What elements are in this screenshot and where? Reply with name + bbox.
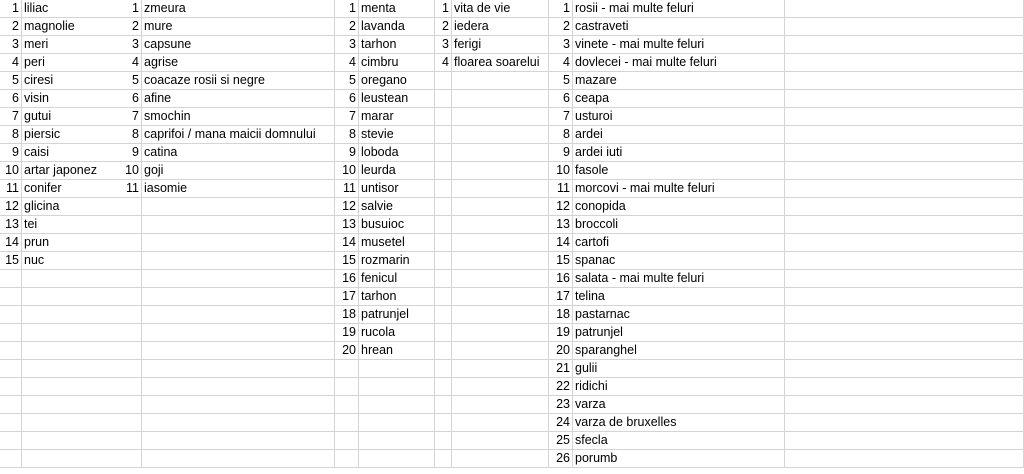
shrubs-number-cell[interactable]	[122, 360, 142, 378]
shrubs-item-cell[interactable]	[142, 414, 335, 432]
vegetables-number-cell[interactable]: 4	[549, 54, 573, 72]
trees-item-cell[interactable]: tei	[22, 216, 142, 234]
herbs-item-cell[interactable]: rozmarin	[359, 252, 435, 270]
herbs-number-cell[interactable]: 18	[335, 306, 359, 324]
herbs-number-cell[interactable]: 14	[335, 234, 359, 252]
climbers-number-cell[interactable]	[435, 324, 452, 342]
vegetables-item-cell[interactable]: porumb	[573, 450, 785, 468]
herbs-number-cell[interactable]	[335, 378, 359, 396]
trees-number-cell[interactable]: 4	[0, 54, 22, 72]
climbers-item-cell[interactable]	[452, 450, 549, 468]
empty-cell[interactable]	[785, 36, 1024, 54]
climbers-number-cell[interactable]	[435, 234, 452, 252]
herbs-number-cell[interactable]: 10	[335, 162, 359, 180]
vegetables-item-cell[interactable]: usturoi	[573, 108, 785, 126]
shrubs-number-cell[interactable]	[122, 342, 142, 360]
herbs-number-cell[interactable]: 17	[335, 288, 359, 306]
trees-number-cell[interactable]	[0, 450, 22, 468]
herbs-number-cell[interactable]: 1	[335, 0, 359, 18]
climbers-number-cell[interactable]	[435, 432, 452, 450]
shrubs-number-cell[interactable]: 11	[122, 180, 142, 198]
vegetables-number-cell[interactable]: 12	[549, 198, 573, 216]
empty-cell[interactable]	[785, 432, 1024, 450]
shrubs-number-cell[interactable]: 8	[122, 126, 142, 144]
shrubs-item-cell[interactable]: iasomie	[142, 180, 335, 198]
trees-number-cell[interactable]: 9	[0, 144, 22, 162]
vegetables-item-cell[interactable]: mazare	[573, 72, 785, 90]
climbers-item-cell[interactable]: iedera	[452, 18, 549, 36]
herbs-item-cell[interactable]: leustean	[359, 90, 435, 108]
empty-cell[interactable]	[785, 288, 1024, 306]
trees-number-cell[interactable]	[0, 342, 22, 360]
shrubs-item-cell[interactable]	[142, 324, 335, 342]
vegetables-number-cell[interactable]: 26	[549, 450, 573, 468]
climbers-number-cell[interactable]	[435, 108, 452, 126]
herbs-number-cell[interactable]	[335, 360, 359, 378]
vegetables-number-cell[interactable]: 17	[549, 288, 573, 306]
vegetables-number-cell[interactable]: 11	[549, 180, 573, 198]
vegetables-number-cell[interactable]: 14	[549, 234, 573, 252]
vegetables-number-cell[interactable]: 24	[549, 414, 573, 432]
climbers-item-cell[interactable]	[452, 324, 549, 342]
vegetables-number-cell[interactable]: 20	[549, 342, 573, 360]
shrubs-number-cell[interactable]	[122, 450, 142, 468]
empty-cell[interactable]	[785, 270, 1024, 288]
climbers-item-cell[interactable]	[452, 288, 549, 306]
empty-cell[interactable]	[785, 144, 1024, 162]
empty-cell[interactable]	[785, 450, 1024, 468]
climbers-number-cell[interactable]	[435, 450, 452, 468]
shrubs-item-cell[interactable]	[142, 198, 335, 216]
herbs-number-cell[interactable]	[335, 414, 359, 432]
climbers-item-cell[interactable]	[452, 234, 549, 252]
shrubs-number-cell[interactable]: 4	[122, 54, 142, 72]
shrubs-number-cell[interactable]: 3	[122, 36, 142, 54]
climbers-number-cell[interactable]: 3	[435, 36, 452, 54]
empty-cell[interactable]	[785, 252, 1024, 270]
vegetables-item-cell[interactable]: salata - mai multe feluri	[573, 270, 785, 288]
vegetables-number-cell[interactable]: 13	[549, 216, 573, 234]
climbers-number-cell[interactable]: 2	[435, 18, 452, 36]
trees-item-cell[interactable]: liliac	[22, 0, 142, 18]
trees-number-cell[interactable]: 2	[0, 18, 22, 36]
trees-number-cell[interactable]	[0, 360, 22, 378]
vegetables-item-cell[interactable]: patrunjel	[573, 324, 785, 342]
climbers-number-cell[interactable]	[435, 306, 452, 324]
shrubs-number-cell[interactable]	[122, 306, 142, 324]
trees-number-cell[interactable]: 3	[0, 36, 22, 54]
trees-number-cell[interactable]	[0, 306, 22, 324]
climbers-number-cell[interactable]	[435, 216, 452, 234]
shrubs-item-cell[interactable]: goji	[142, 162, 335, 180]
climbers-item-cell[interactable]	[452, 360, 549, 378]
empty-cell[interactable]	[785, 414, 1024, 432]
vegetables-number-cell[interactable]: 7	[549, 108, 573, 126]
climbers-number-cell[interactable]	[435, 126, 452, 144]
climbers-item-cell[interactable]	[452, 72, 549, 90]
trees-number-cell[interactable]: 7	[0, 108, 22, 126]
shrubs-number-cell[interactable]	[122, 198, 142, 216]
shrubs-number-cell[interactable]	[122, 414, 142, 432]
vegetables-item-cell[interactable]: telina	[573, 288, 785, 306]
herbs-item-cell[interactable]: cimbru	[359, 54, 435, 72]
shrubs-number-cell[interactable]	[122, 252, 142, 270]
vegetables-number-cell[interactable]: 25	[549, 432, 573, 450]
vegetables-item-cell[interactable]: ceapa	[573, 90, 785, 108]
shrubs-item-cell[interactable]	[142, 234, 335, 252]
vegetables-number-cell[interactable]: 21	[549, 360, 573, 378]
herbs-item-cell[interactable]: lavanda	[359, 18, 435, 36]
vegetables-item-cell[interactable]: spanac	[573, 252, 785, 270]
shrubs-item-cell[interactable]	[142, 252, 335, 270]
empty-cell[interactable]	[785, 18, 1024, 36]
shrubs-number-cell[interactable]	[122, 396, 142, 414]
trees-item-cell[interactable]: meri	[22, 36, 142, 54]
climbers-number-cell[interactable]	[435, 90, 452, 108]
vegetables-item-cell[interactable]: ardei	[573, 126, 785, 144]
herbs-item-cell[interactable]: menta	[359, 0, 435, 18]
climbers-item-cell[interactable]	[452, 144, 549, 162]
vegetables-item-cell[interactable]: vinete - mai multe feluri	[573, 36, 785, 54]
trees-number-cell[interactable]: 11	[0, 180, 22, 198]
shrubs-number-cell[interactable]	[122, 378, 142, 396]
herbs-item-cell[interactable]	[359, 414, 435, 432]
shrubs-item-cell[interactable]	[142, 432, 335, 450]
empty-cell[interactable]	[785, 306, 1024, 324]
vegetables-item-cell[interactable]: conopida	[573, 198, 785, 216]
herbs-item-cell[interactable]: rucola	[359, 324, 435, 342]
vegetables-item-cell[interactable]: broccoli	[573, 216, 785, 234]
herbs-item-cell[interactable]	[359, 450, 435, 468]
vegetables-item-cell[interactable]: morcovi - mai multe feluri	[573, 180, 785, 198]
empty-cell[interactable]	[785, 108, 1024, 126]
trees-number-cell[interactable]	[0, 414, 22, 432]
shrubs-number-cell[interactable]: 10	[122, 162, 142, 180]
trees-number-cell[interactable]: 15	[0, 252, 22, 270]
climbers-item-cell[interactable]	[452, 342, 549, 360]
herbs-item-cell[interactable]	[359, 378, 435, 396]
vegetables-item-cell[interactable]: pastarnac	[573, 306, 785, 324]
climbers-number-cell[interactable]	[435, 396, 452, 414]
vegetables-number-cell[interactable]: 10	[549, 162, 573, 180]
shrubs-number-cell[interactable]: 5	[122, 72, 142, 90]
vegetables-number-cell[interactable]: 18	[549, 306, 573, 324]
climbers-number-cell[interactable]	[435, 252, 452, 270]
herbs-number-cell[interactable]: 9	[335, 144, 359, 162]
trees-item-cell[interactable]: conifer	[22, 180, 142, 198]
climbers-item-cell[interactable]	[452, 396, 549, 414]
empty-cell[interactable]	[785, 90, 1024, 108]
vegetables-item-cell[interactable]: sfecla	[573, 432, 785, 450]
climbers-number-cell[interactable]	[435, 162, 452, 180]
herbs-number-cell[interactable]: 8	[335, 126, 359, 144]
climbers-number-cell[interactable]	[435, 378, 452, 396]
trees-number-cell[interactable]	[0, 270, 22, 288]
shrubs-item-cell[interactable]: catina	[142, 144, 335, 162]
trees-number-cell[interactable]	[0, 288, 22, 306]
vegetables-number-cell[interactable]: 2	[549, 18, 573, 36]
herbs-number-cell[interactable]: 15	[335, 252, 359, 270]
vegetables-item-cell[interactable]: castraveti	[573, 18, 785, 36]
trees-item-cell[interactable]: piersic	[22, 126, 142, 144]
climbers-item-cell[interactable]	[452, 216, 549, 234]
climbers-number-cell[interactable]	[435, 180, 452, 198]
trees-item-cell[interactable]: visin	[22, 90, 142, 108]
herbs-number-cell[interactable]: 4	[335, 54, 359, 72]
shrubs-number-cell[interactable]	[122, 288, 142, 306]
trees-number-cell[interactable]: 13	[0, 216, 22, 234]
trees-number-cell[interactable]	[0, 432, 22, 450]
herbs-number-cell[interactable]: 6	[335, 90, 359, 108]
vegetables-number-cell[interactable]: 16	[549, 270, 573, 288]
herbs-item-cell[interactable]: marar	[359, 108, 435, 126]
climbers-number-cell[interactable]	[435, 342, 452, 360]
herbs-item-cell[interactable]	[359, 360, 435, 378]
trees-item-cell[interactable]: glicina	[22, 198, 142, 216]
shrubs-number-cell[interactable]	[122, 270, 142, 288]
shrubs-item-cell[interactable]	[142, 216, 335, 234]
empty-cell[interactable]	[785, 54, 1024, 72]
trees-item-cell[interactable]: gutui	[22, 108, 142, 126]
vegetables-item-cell[interactable]: cartofi	[573, 234, 785, 252]
shrubs-item-cell[interactable]: caprifoi / mana maicii domnului	[142, 126, 335, 144]
vegetables-item-cell[interactable]: varza	[573, 396, 785, 414]
climbers-item-cell[interactable]	[452, 378, 549, 396]
herbs-item-cell[interactable]: loboda	[359, 144, 435, 162]
trees-number-cell[interactable]: 8	[0, 126, 22, 144]
herbs-item-cell[interactable]: salvie	[359, 198, 435, 216]
empty-cell[interactable]	[785, 126, 1024, 144]
trees-number-cell[interactable]: 10	[0, 162, 22, 180]
trees-number-cell[interactable]	[0, 378, 22, 396]
shrubs-item-cell[interactable]	[142, 378, 335, 396]
shrubs-number-cell[interactable]: 2	[122, 18, 142, 36]
climbers-item-cell[interactable]: ferigi	[452, 36, 549, 54]
herbs-number-cell[interactable]	[335, 450, 359, 468]
shrubs-item-cell[interactable]	[142, 306, 335, 324]
empty-cell[interactable]	[785, 396, 1024, 414]
shrubs-number-cell[interactable]: 7	[122, 108, 142, 126]
climbers-item-cell[interactable]	[452, 252, 549, 270]
vegetables-number-cell[interactable]: 5	[549, 72, 573, 90]
herbs-number-cell[interactable]	[335, 432, 359, 450]
herbs-item-cell[interactable]: leurda	[359, 162, 435, 180]
climbers-number-cell[interactable]	[435, 414, 452, 432]
vegetables-item-cell[interactable]: ridichi	[573, 378, 785, 396]
vegetables-item-cell[interactable]: varza de bruxelles	[573, 414, 785, 432]
herbs-item-cell[interactable]: fenicul	[359, 270, 435, 288]
herbs-number-cell[interactable]: 5	[335, 72, 359, 90]
trees-item-cell[interactable]: peri	[22, 54, 142, 72]
trees-item-cell[interactable]: prun	[22, 234, 142, 252]
empty-cell[interactable]	[785, 216, 1024, 234]
empty-cell[interactable]	[785, 180, 1024, 198]
climbers-number-cell[interactable]	[435, 198, 452, 216]
herbs-number-cell[interactable]: 16	[335, 270, 359, 288]
climbers-number-cell[interactable]	[435, 72, 452, 90]
trees-item-cell[interactable]: magnolie	[22, 18, 142, 36]
herbs-item-cell[interactable]	[359, 396, 435, 414]
herbs-number-cell[interactable]: 20	[335, 342, 359, 360]
climbers-item-cell[interactable]	[452, 162, 549, 180]
herbs-number-cell[interactable]	[335, 396, 359, 414]
vegetables-item-cell[interactable]: ardei iuti	[573, 144, 785, 162]
climbers-item-cell[interactable]	[452, 126, 549, 144]
trees-item-cell[interactable]: caisi	[22, 144, 142, 162]
shrubs-item-cell[interactable]: capsune	[142, 36, 335, 54]
shrubs-number-cell[interactable]	[122, 234, 142, 252]
herbs-number-cell[interactable]: 19	[335, 324, 359, 342]
vegetables-number-cell[interactable]: 3	[549, 36, 573, 54]
herbs-item-cell[interactable]: hrean	[359, 342, 435, 360]
vegetables-number-cell[interactable]: 19	[549, 324, 573, 342]
vegetables-item-cell[interactable]: fasole	[573, 162, 785, 180]
trees-number-cell[interactable]	[0, 324, 22, 342]
empty-cell[interactable]	[785, 234, 1024, 252]
empty-cell[interactable]	[785, 198, 1024, 216]
shrubs-item-cell[interactable]	[142, 288, 335, 306]
shrubs-item-cell[interactable]: afine	[142, 90, 335, 108]
herbs-item-cell[interactable]	[359, 432, 435, 450]
herbs-number-cell[interactable]: 13	[335, 216, 359, 234]
climbers-item-cell[interactable]: floarea soarelui	[452, 54, 549, 72]
shrubs-item-cell[interactable]	[142, 396, 335, 414]
vegetables-number-cell[interactable]: 22	[549, 378, 573, 396]
shrubs-number-cell[interactable]: 9	[122, 144, 142, 162]
trees-number-cell[interactable]	[0, 396, 22, 414]
herbs-number-cell[interactable]: 2	[335, 18, 359, 36]
empty-cell[interactable]	[785, 342, 1024, 360]
trees-number-cell[interactable]: 1	[0, 0, 22, 18]
shrubs-number-cell[interactable]: 1	[122, 0, 142, 18]
climbers-number-cell[interactable]: 4	[435, 54, 452, 72]
herbs-item-cell[interactable]: tarhon	[359, 288, 435, 306]
herbs-item-cell[interactable]: musetel	[359, 234, 435, 252]
shrubs-item-cell[interactable]	[142, 342, 335, 360]
empty-cell[interactable]	[785, 378, 1024, 396]
shrubs-item-cell[interactable]: mure	[142, 18, 335, 36]
empty-cell[interactable]	[785, 360, 1024, 378]
herbs-item-cell[interactable]: patrunjel	[359, 306, 435, 324]
shrubs-item-cell[interactable]	[142, 450, 335, 468]
trees-item-cell[interactable]: artar japonez	[22, 162, 142, 180]
climbers-item-cell[interactable]	[452, 270, 549, 288]
herbs-item-cell[interactable]: untisor	[359, 180, 435, 198]
trees-number-cell[interactable]: 6	[0, 90, 22, 108]
vegetables-number-cell[interactable]: 8	[549, 126, 573, 144]
vegetables-number-cell[interactable]: 15	[549, 252, 573, 270]
herbs-number-cell[interactable]: 7	[335, 108, 359, 126]
herbs-number-cell[interactable]: 11	[335, 180, 359, 198]
trees-item-cell[interactable]: nuc	[22, 252, 142, 270]
herbs-number-cell[interactable]: 3	[335, 36, 359, 54]
climbers-item-cell[interactable]	[452, 306, 549, 324]
trees-number-cell[interactable]: 14	[0, 234, 22, 252]
trees-item-cell[interactable]: ciresi	[22, 72, 142, 90]
empty-cell[interactable]	[785, 162, 1024, 180]
climbers-number-cell[interactable]	[435, 270, 452, 288]
vegetables-item-cell[interactable]: gulii	[573, 360, 785, 378]
empty-cell[interactable]	[785, 0, 1024, 18]
shrubs-item-cell[interactable]: agrise	[142, 54, 335, 72]
climbers-item-cell[interactable]	[452, 414, 549, 432]
trees-number-cell[interactable]: 12	[0, 198, 22, 216]
empty-cell[interactable]	[785, 72, 1024, 90]
vegetables-number-cell[interactable]: 9	[549, 144, 573, 162]
shrubs-number-cell[interactable]	[122, 432, 142, 450]
empty-cell[interactable]	[785, 324, 1024, 342]
shrubs-item-cell[interactable]: coacaze rosii si negre	[142, 72, 335, 90]
herbs-item-cell[interactable]: busuioc	[359, 216, 435, 234]
shrubs-number-cell[interactable]	[122, 324, 142, 342]
climbers-number-cell[interactable]: 1	[435, 0, 452, 18]
vegetables-number-cell[interactable]: 6	[549, 90, 573, 108]
herbs-item-cell[interactable]: tarhon	[359, 36, 435, 54]
climbers-number-cell[interactable]	[435, 288, 452, 306]
climbers-item-cell[interactable]	[452, 432, 549, 450]
vegetables-item-cell[interactable]: dovlecei - mai multe feluri	[573, 54, 785, 72]
climbers-item-cell[interactable]: vita de vie	[452, 0, 549, 18]
shrubs-item-cell[interactable]: smochin	[142, 108, 335, 126]
vegetables-item-cell[interactable]: rosii - mai multe feluri	[573, 0, 785, 18]
herbs-number-cell[interactable]: 12	[335, 198, 359, 216]
vegetables-number-cell[interactable]: 23	[549, 396, 573, 414]
shrubs-number-cell[interactable]: 6	[122, 90, 142, 108]
climbers-item-cell[interactable]	[452, 180, 549, 198]
shrubs-number-cell[interactable]	[122, 216, 142, 234]
herbs-item-cell[interactable]: stevie	[359, 126, 435, 144]
herbs-item-cell[interactable]: oregano	[359, 72, 435, 90]
climbers-number-cell[interactable]	[435, 360, 452, 378]
climbers-item-cell[interactable]	[452, 90, 549, 108]
vegetables-number-cell[interactable]: 1	[549, 0, 573, 18]
climbers-item-cell[interactable]	[452, 108, 549, 126]
shrubs-item-cell[interactable]: zmeura	[142, 0, 335, 18]
climbers-item-cell[interactable]	[452, 198, 549, 216]
climbers-number-cell[interactable]	[435, 144, 452, 162]
vegetables-item-cell[interactable]: sparanghel	[573, 342, 785, 360]
trees-number-cell[interactable]: 5	[0, 72, 22, 90]
shrubs-item-cell[interactable]	[142, 360, 335, 378]
shrubs-item-cell[interactable]	[142, 270, 335, 288]
